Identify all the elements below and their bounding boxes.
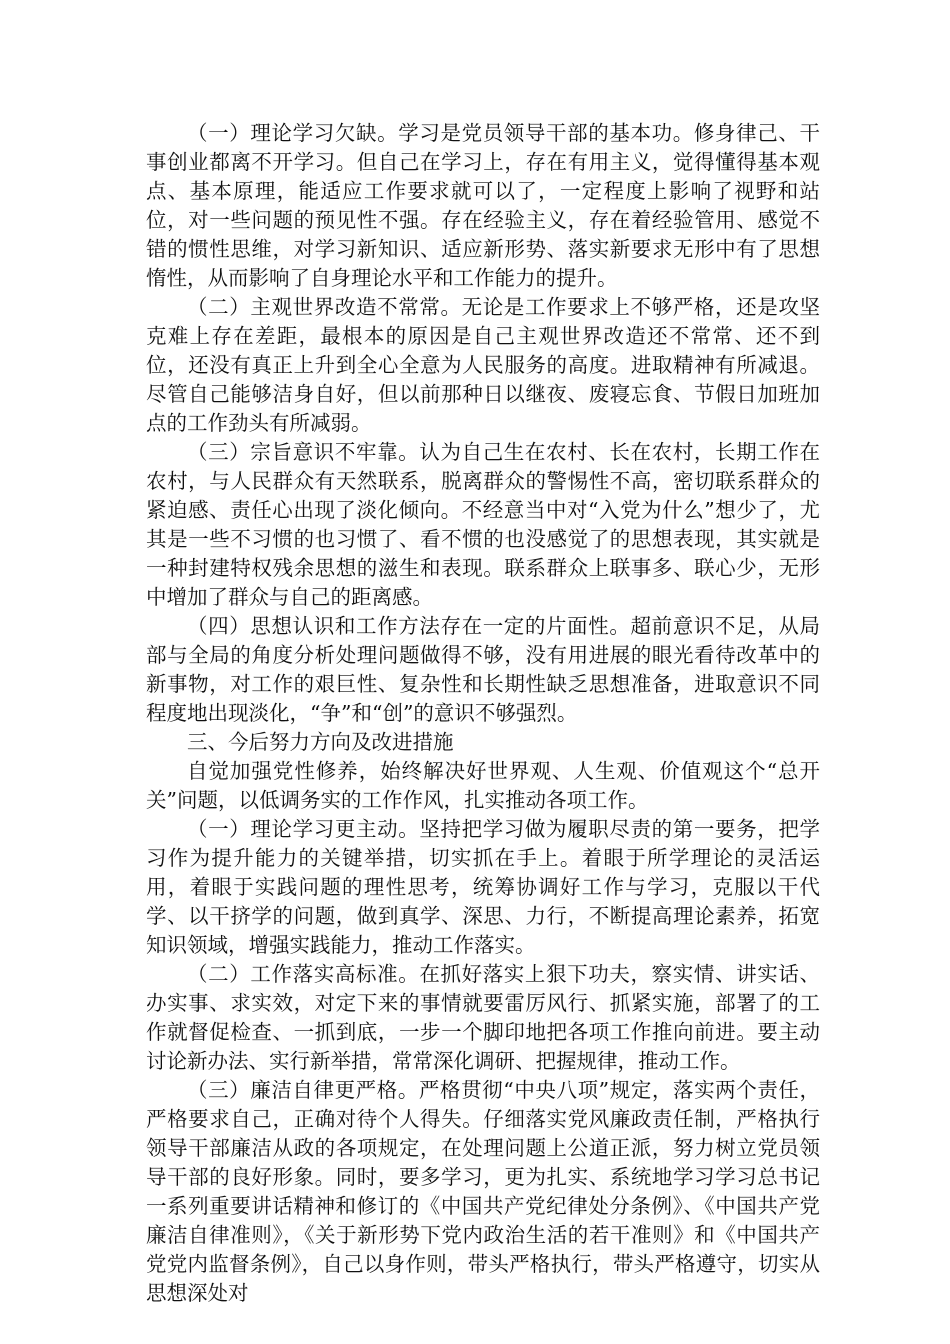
paragraph-self-cultivation: 自觉加强党性修养，始终解决好世界观、人生观、价值观这个“总开关”问题，以低调务实的工作作风，扎实推动各项工作。 [146,759,820,812]
paragraph-high-standard-work: （二）工作落实高标准。在抓好落实上狠下功夫，察实情、讲实话、办实事、求实效，对定下来的事情就要雷厉风行、抓紧实施，部署了的工作就督促检查、一抓到底，一步一个脚印地把各项工作推向前进。要主动讨论新办法、实行新举措，常常深化调研、把握规律，推动工作。 [146,962,820,1073]
paragraph-proactive-study: （一）理论学习更主动。坚持把学习做为履职尽责的第一要务，把学习作为提升能力的关键举措，切实抓在手上。着眼于所学理论的灵活运用，着眼于实践问题的理性思考，统筹协调好工作与学习，克服以干代学、以干挤学的问题，做到真学、深思、力行，不断提高理论素养，拓宽知识领域，增强实践能力，推动工作落实。 [146,817,820,957]
document-body [146,119,820,1308]
section-heading-improvement: 三、今后努力方向及改进措施 [187,730,454,754]
paragraph-subjective-world: （二）主观世界改造不常常。无论是工作要求上不够严格，还是攻坚克难上存在差距，最根本的原因是自己主观世界改造还不常常、还不到位，还没有真正上升到全心全意为人民服务的高度。进取精神有所减退。尽管自己能够洁身自好，但以前那种日以继夜、废寝忘食、节假日加班加点的工作劲头有所减弱。 [146,295,820,435]
paragraph-integrity-discipline: （三）廉洁自律更严格。严格贯彻“中央八项”规定，落实两个责任，严格要求自己，正确对待个人得失。仔细落实党风廉政责任制，严格执行领导干部廉洁从政的各项规定，在处理问题上公道正派，努力树立党员领导干部的良好形象。同时，要多学习，更为扎实、系统地学习学习总书记一系列重要讲话精神和修订的《中国共产党纪律处分条例》、《中国共产党廉洁自律准则》，《关于新形势下党内政治生活的若干准则》和《中国共产党党内监督条例》，自己以身作则，带头严格执行，带头严格遵守，切实从思想深处对 [146,1078,820,1305]
paragraph-theory-study-lacking: （一）理论学习欠缺。学习是党员领导干部的基本功。修身律己、干事创业都离不开学习。但自己在学习上，存在有用主义，觉得懂得基本观点、基本原理，能适应工作要求就可以了，一定程度上影响了视野和站位，对一些问题的预见性不强。存在经验主义，存在着经验管用、感觉不错的惯性思维，对学习新知识、适应新形势、落实新要求无形中有了思想惰性，从而影响了自身理论水平和工作能力的提升。 [146,121,820,290]
paragraph-purpose-awareness: （三）宗旨意识不牢靠。认为自己生在农村、长在农村，长期工作在农村，与人民群众有天然联系，脱离群众的警惕性不高，密切联系群众的紧迫感、责任心出现了淡化倾向。不经意当中对“入党为什么”想少了，尤其是一些不习惯的也习惯了、看不惯的也没感觉了的思想表现，其实就是一种封建特权残余思想的滋生和表现。联系群众上联事多、联心少，无形中增加了群众与自己的距离感。 [146,440,820,609]
paragraph-thinking-methods: （四）思想认识和工作方法存在一定的片面性。超前意识不足，从局部与全局的角度分析处理问题做得不够，没有用进展的眼光看待改革中的新事物，对工作的艰巨性、复杂性和长期性缺乏思想准备，进取意识不同程度地出现淡化，“争”和“创”的意识不够强烈。 [146,614,820,725]
